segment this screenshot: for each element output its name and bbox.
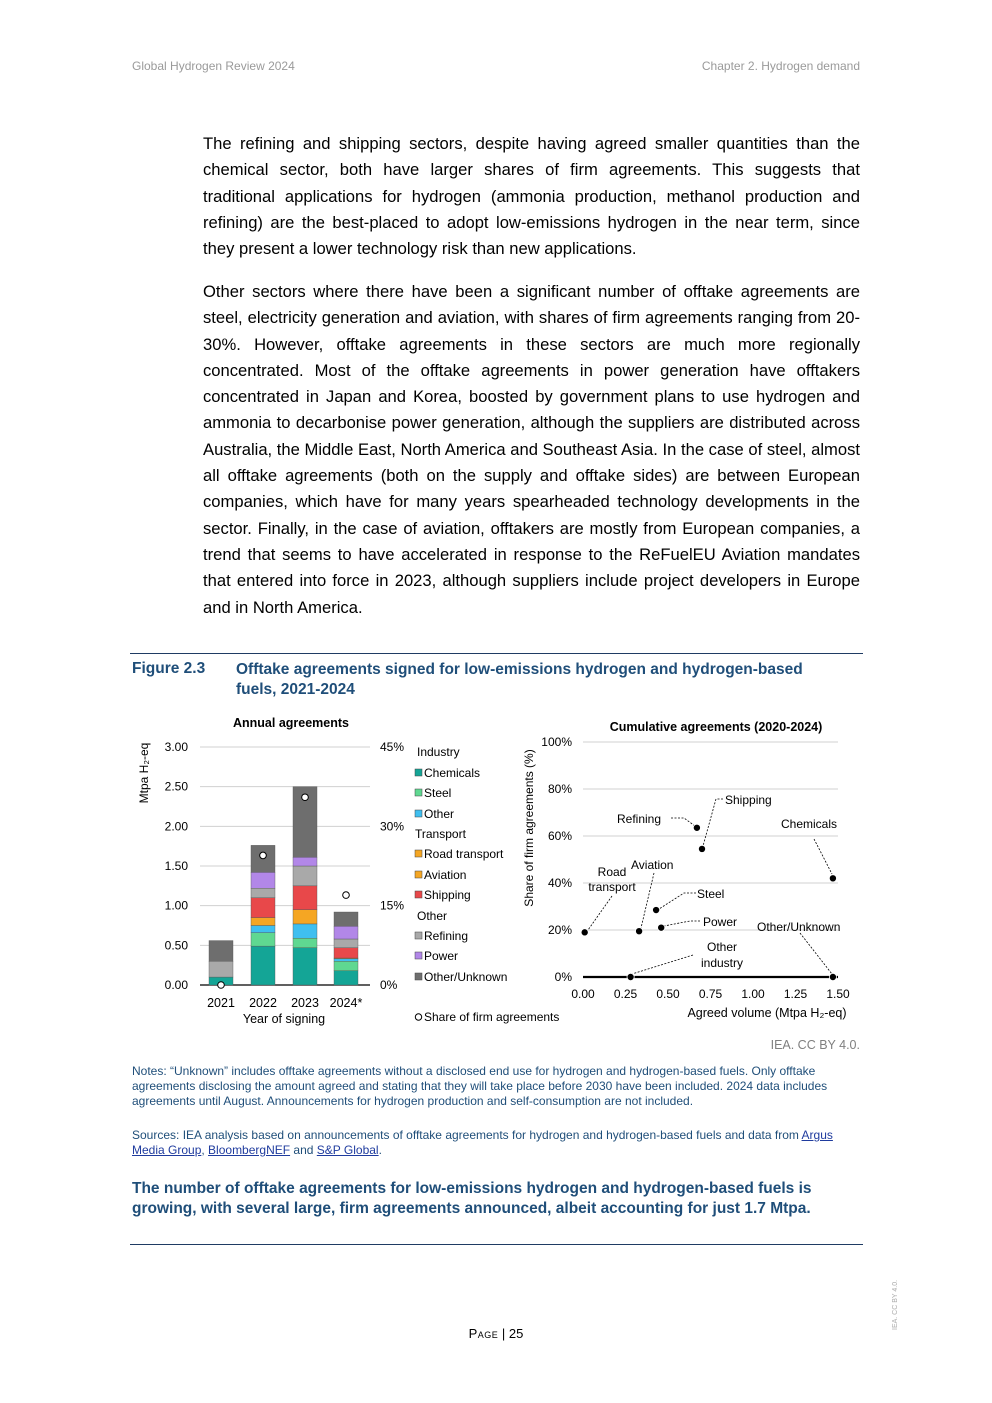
sources-comma: , [201, 1143, 209, 1157]
legend-swatch-refining [415, 932, 422, 939]
page-word: Page [468, 1326, 499, 1341]
leader-line-other-industry [632, 955, 693, 974]
bar-segment [334, 926, 358, 939]
legend-label-steel: Steel [424, 786, 452, 800]
firm-share-marker [302, 794, 309, 801]
bar-segment [334, 948, 358, 958]
running-header-title: Global Hydrogen Review 2024 [132, 59, 295, 73]
legend-label-power: Power [424, 949, 459, 963]
left-y2-tick-label: 15% [380, 898, 405, 913]
figure-takeaway: The number of offtake agreements for low-emissions hydrogen and hydrogen-based fuels is growing, with several large, firm agreements announced, albeit accounting for just 1.7 Mtpa. [132, 1180, 812, 1217]
scatter-point [581, 929, 588, 936]
link-argus[interactable]: Argus Media Group [132, 1128, 833, 1157]
side-credit: IEA. CC BY 4.0. [892, 1279, 899, 1330]
bar-segment [251, 888, 275, 898]
right-y-tick-label: 40% [547, 876, 572, 890]
point-label-chemicals: Chemicals [781, 817, 838, 831]
legend-label-road: Road transport [424, 847, 504, 861]
left-y2-tick-label: 30% [380, 819, 405, 834]
scatter-point [658, 924, 665, 931]
right-x-tick-label: 0.25 [613, 987, 638, 1001]
legend-swatch-road [415, 850, 422, 857]
firm-share-marker [218, 982, 225, 989]
figure-credit: IEA. CC BY 4.0. [770, 1038, 860, 1052]
legend-marker-firm [415, 1014, 421, 1020]
point-label-steel: Steel [697, 887, 725, 901]
right-x-tick-label: 1.25 [783, 987, 808, 1001]
left-y-tick-label: 0.00 [164, 978, 188, 992]
point-label-aviation: Aviation [631, 858, 674, 872]
bar-segment [209, 941, 233, 962]
right-x-tick-label: 0.00 [571, 987, 595, 1001]
bar-segment [293, 886, 317, 910]
left-x-tick-label: 2023 [291, 996, 319, 1010]
scatter-point [653, 906, 660, 913]
bar-segment [251, 898, 275, 918]
point-label-refining: Refining [617, 812, 662, 826]
figure-label: Figure 2.3 [132, 660, 206, 677]
legend-label-refining: Refining [424, 929, 469, 943]
bar-segment [251, 872, 275, 888]
point-label-other-industry: Other industry [700, 940, 744, 970]
point-label-other-unknown: Other/Unknown [757, 920, 841, 934]
legend-swatch-unknown [415, 973, 422, 980]
bar-segment [334, 959, 358, 961]
leader-line-other-unknown [800, 933, 832, 974]
body-paragraph-2: Other sectors where there have been a significant number of offtake agreements are steel, electricity generation and aviation, with shares of firm agreements ranging from 20-30%. However, offtake agreements in these sectors are much more regionally concentrated. Most of the offtake agreements in power generation have offtakers concentrated in Japan and Korea, boosted by government plans to use hydrogen and ammonia to decarbonise power generation, although the suppliers are distributed across Australia, the Middle East, North America and Southeast Asia. In the case of steel, almost all offtake agreements (both on the supply and offtake sides) are between European companies, which have for many years spearheaded technology developments in the sector. Finally, in the case of aviation, offtakers are mostly from European companies, a trend that seems to have accelerated in response to the ReFuelEU Aviation mandates that entered into force in 2023, although suppliers include project developers in Europe and in North America. [203, 282, 860, 617]
bar-segment [293, 924, 317, 938]
right-x-tick-label: 0.75 [698, 987, 723, 1001]
legend-header-other: Other [417, 909, 448, 923]
right-x-tick-label: 1.50 [826, 987, 850, 1001]
link-bloombergnef[interactable]: BloombergNEF [208, 1143, 291, 1157]
bar-segment [251, 933, 275, 946]
leader-line-aviation [641, 873, 654, 928]
legend-header-industry: Industry [417, 745, 460, 759]
left-y-tick-label: 2.50 [164, 779, 188, 794]
link-sp-global[interactable]: S&P Global [316, 1143, 379, 1157]
right-chart-title: Cumulative agreements (2020-2024) [609, 720, 823, 734]
sources-period: . [378, 1143, 382, 1157]
point-label-road: Road transport [588, 865, 636, 894]
bar-segment [334, 939, 358, 948]
legend-label-other-transport-1: Other [424, 807, 455, 821]
figure-sources [132, 1128, 862, 1158]
figure-title: Offtake agreements signed for low-emissions hydrogen and hydrogen-based fuels, 2021-2024 [236, 661, 803, 698]
leader-line-road [588, 896, 612, 930]
scatter-point [627, 973, 634, 980]
left-x-axis-label: Year of signing [242, 1012, 326, 1026]
leader-line-shipping [703, 799, 723, 846]
left-x-tick-label: 2022 [249, 996, 277, 1010]
legend-label-other-transport-2: Transport [415, 827, 466, 841]
right-y-tick-label: 0% [554, 970, 572, 984]
right-x-tick-label: 1.00 [741, 987, 765, 1001]
legend-swatch-shipping [415, 891, 422, 898]
bar-segment [334, 912, 358, 926]
leader-line-chemicals [814, 839, 832, 874]
left-y2-tick-label: 0% [380, 978, 398, 992]
left-y-tick-label: 3.00 [164, 740, 188, 754]
page-footer [0, 1326, 992, 1341]
sources-prefix: Sources: IEA analysis based on announcements of offtake agreements for hydrogen and hydrogen-based fuels and data from [132, 1128, 802, 1142]
bar-segment [209, 961, 233, 977]
bar-segment [293, 948, 317, 985]
right-y-tick-label: 100% [541, 735, 572, 749]
bar-segment [251, 918, 275, 926]
leader-line-refining [671, 818, 695, 826]
bar-segment [334, 961, 358, 971]
bar-segment [251, 926, 275, 933]
right-y-tick-label: 60% [547, 829, 572, 843]
left-chart-title: Annual agreements [232, 716, 350, 730]
legend-swatch-steel [415, 789, 422, 796]
figure-bottom-rule [130, 1244, 863, 1245]
firm-share-marker [343, 892, 350, 899]
bar-segment [293, 910, 317, 924]
bar-segment [334, 971, 358, 985]
scatter-point [636, 928, 643, 935]
legend-label-firm: Share of firm agreements [424, 1010, 560, 1024]
firm-share-marker [260, 852, 267, 859]
left-y-tick-label: 0.50 [164, 938, 188, 953]
legend-swatch-other-transport [415, 810, 422, 817]
legend-label-shipping: Shipping [424, 888, 471, 902]
legend-label-unknown: Other/Unknown [424, 970, 508, 984]
right-y-tick-label: 80% [547, 782, 572, 796]
bar-segment [293, 866, 317, 886]
left-y-tick-label: 2.00 [164, 819, 188, 834]
legend-swatch-chemicals [415, 769, 422, 776]
left-x-tick-label: 2024* [329, 996, 363, 1010]
left-y-tick-label: 1.00 [164, 898, 188, 913]
left-y-axis-label: Mtpa H₂-eq [137, 742, 151, 804]
point-label-power: Power [703, 915, 738, 929]
left-y2-tick-label: 45% [380, 740, 405, 754]
leader-line-power [664, 921, 700, 926]
right-y-tick-label: 20% [547, 923, 572, 937]
right-x-tick-label: 0.50 [656, 987, 680, 1001]
page-number: 25 [508, 1326, 524, 1341]
bar-segment [293, 857, 317, 866]
scatter-point [693, 824, 700, 831]
bar-segment [293, 938, 317, 948]
scatter-point [698, 845, 705, 852]
legend-label-chemicals: Chemicals [424, 766, 481, 780]
legend-swatch-aviation [415, 871, 422, 878]
right-y-axis-label: Share of firm agreements (%) [522, 749, 536, 907]
scatter-point [829, 875, 836, 882]
scatter-point [829, 973, 836, 980]
sources-and: and [290, 1143, 317, 1157]
left-y-tick-label: 1.50 [164, 859, 188, 873]
body-paragraph-1: The refining and shipping sectors, despite having agreed smaller quantities than the chemical sector, both have larger shares of firm agreements. This suggests that traditional applications for hydrogen (ammonia production, methanol production and refining) are the best-placed to adopt low-emissions hydrogen in the near term, since they present a lower technology risk than new applications. [203, 134, 860, 259]
legend-label-aviation: Aviation [424, 868, 467, 882]
right-x-axis-label: Agreed volume (Mtpa H₂-eq) [687, 1006, 847, 1020]
leader-line-steel [659, 893, 696, 909]
bar-segment [251, 946, 275, 985]
point-label-shipping: Shipping [725, 793, 772, 807]
legend-swatch-power [415, 952, 422, 959]
left-x-tick-label: 2021 [207, 996, 235, 1010]
figure-notes: Notes: “Unknown” includes offtake agreements without a disclosed end use for hydrogen and hydrogen-based fuels. Only offtake agreements disclosing the amount agreed and stating that they will take place before 2030 have been included. 2024 data includes agreements until August. Announcements for hydrogen production and self-consumption are not included. [132, 1064, 828, 1108]
page-separator: | [498, 1326, 509, 1341]
running-header-chapter: Chapter 2. Hydrogen demand [701, 59, 860, 73]
